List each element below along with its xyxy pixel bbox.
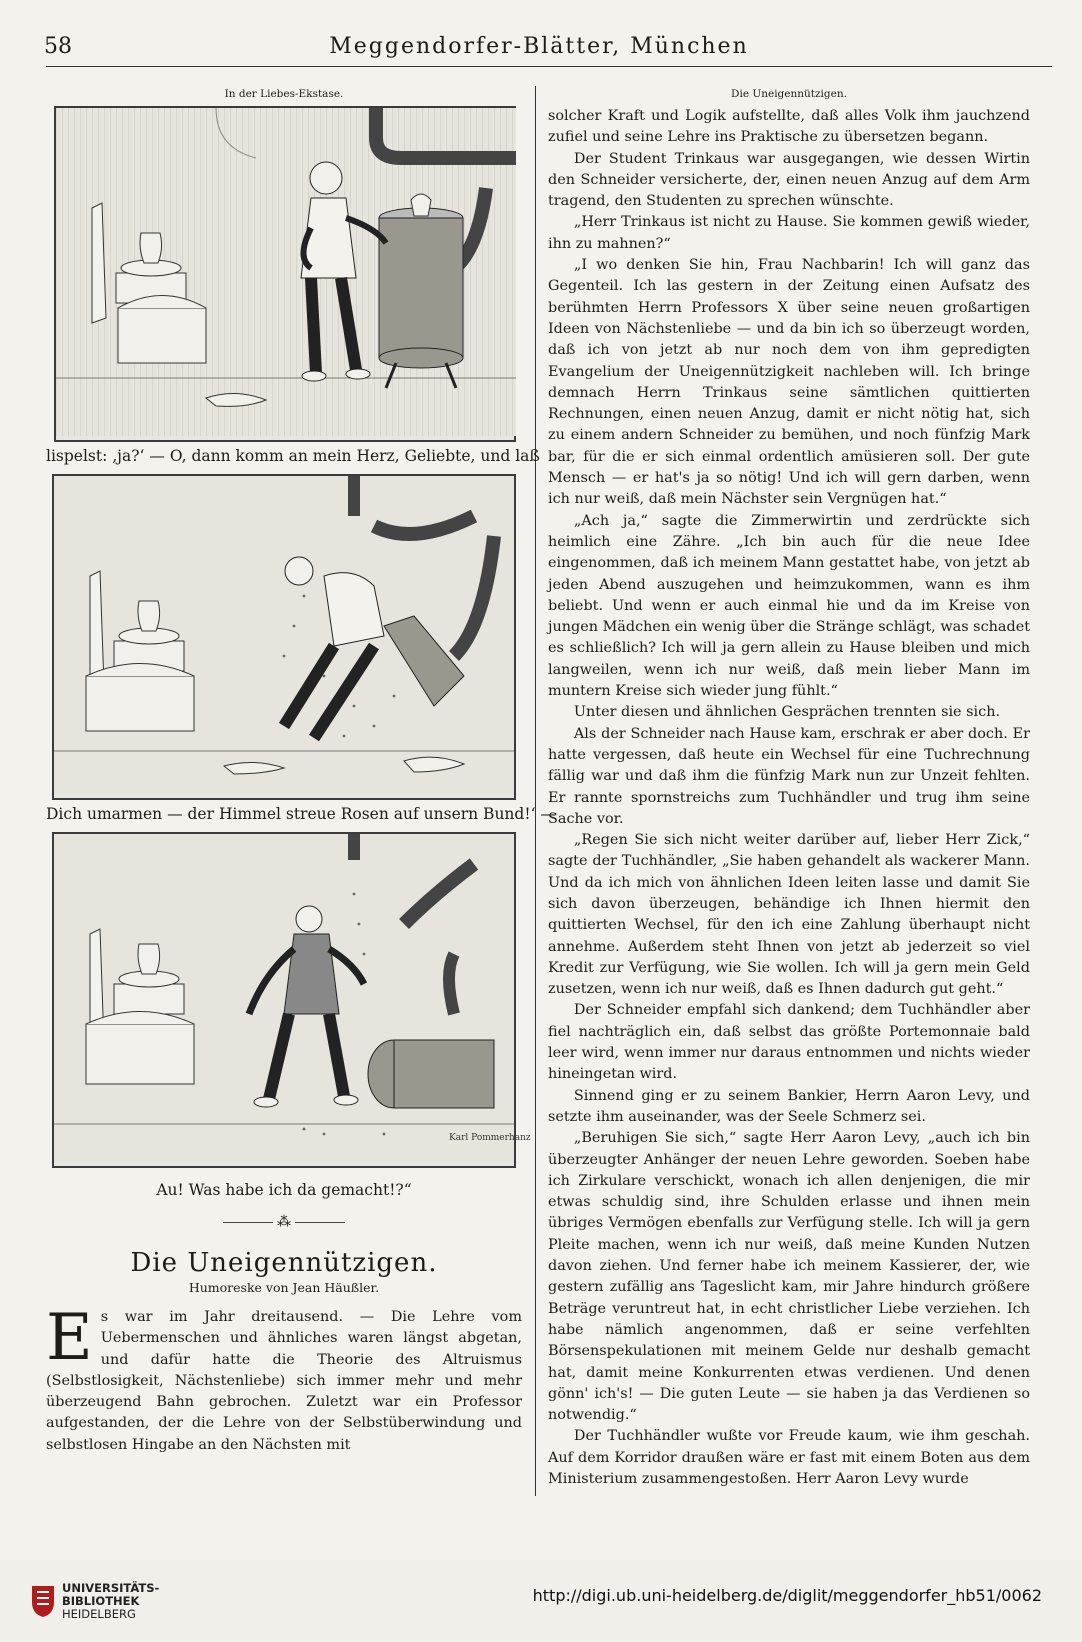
paragraph: Als der Schneider nach Hause kam, erschrak er aber doch. Er hatte vergessen, daß heute ein Wechsel für eine Tuchrechnung fällig war und daß ihm die fünfzig Mark nun zur Unzeit fehlten. Er rannte spornstreichs zum Tuchhändler und trug ihm seine Sache vor. (548, 725, 1030, 827)
source-url-link[interactable]: http://digi.ub.uni-heidelberg.de/diglit/meggendorfer_hb51/0062 (532, 1586, 1042, 1605)
column-rule (535, 86, 536, 1496)
left-column (46, 84, 556, 1456)
header-rule (46, 66, 1052, 67)
drop-cap: E (46, 1301, 93, 1375)
opening-paragraph: Es war im Jahr dreitausend. — Die Lehre vom Uebermenschen und ähnliches waren längst abgetan, und dafür hatte die Theorie des Altruismus (Selbstlosigkeit, Nächstenliebe) sich immer mehr und mehr überzeugend Bahn gebrochen. Zuletzt war ein Professor aufgestanden, der die Lehre von der Selbstüberwindung und selbstlosen Hingabe an den Nächsten mit (46, 1301, 522, 1453)
paragraph: „Beruhigen Sie sich,“ sagte Herr Aaron Levy, „auch ich bin überzeugter Anhänger der neuen Lehre geworden. Soeben habe ich Zirkulare verschickt, wonach ich allen denjenigen, die mir etwas schuldig sind, ihre Schulden erlasse und ihnen mein übriges Vermögen ebenfalls zur Verfügung stelle. Ich will ja gern Pleite machen, wenn ich nur weiß, daß meine Kunden Nutzen davon ziehen. Und ferner habe ich meinem Kassierer, der, wie gestern zufällig ans Tageslicht kam, mir Jahre hindurch größere Beträge veruntreut hat, in echt christlicher Liebe verziehen. Ich habe nämlich angenommen, daß er seine verfehlten Börsenspekulationen mit meinem Gelde nur deshalb gemacht hat, damit meine Konkurrenten etwas verdienen. Und denen gönn' ich's! — Die guten Leute — sie haben ja das Verdienen so notwendig.“ (548, 1130, 1030, 1424)
running-title: Meggendorfer-Blätter, München (329, 34, 749, 59)
paragraph: „Regen Sie sich nicht weiter darüber auf, lieber Herr Zick,“ sagte der Tuchhändler, „Sie haben gehandelt als wackerer Mann. Und da ich mich von ähnlichen Ideen leiten lasse und damit Sie sich davon überzeugen, behändige ich Ihnen hiermit den quittierten Wechsel, für den ich eine Zahlung überhaupt nicht annehme. Außerdem steht Ihnen von jetzt ab jederzeit so viel Kredit zur Verfügung, wie Sie wollen. Ich will ja gern mein Geld zusetzen, wenn ich nur weiß, daß es Ihnen dadurch gut geht.“ (548, 832, 1030, 998)
cartoon-caption-2: Dich umarmen — der Himmel streue Rosen auf unsern Bund!‘ — (46, 805, 556, 823)
paragraph: „Herr Trinkaus ist nicht zu Hause. Sie kommen gewiß wieder, ihn zu mahnen?“ (548, 214, 1030, 252)
page-header (44, 30, 1034, 70)
cartoon-caption-3: Au! Was habe ich da gemacht!?“ (156, 1181, 412, 1199)
cartoon-panel-1 (54, 106, 516, 442)
university-library-logo-icon (30, 1582, 56, 1618)
story-subtitle: Humoreske von Jean Häußler. (188, 1280, 380, 1295)
artist-signature: Karl Pommerhanz (449, 1133, 531, 1143)
paragraph: „I wo denken Sie hin, Frau Nachbarin! Ich will ganz das Gegenteil. Ich las gestern in der Zeitung einen Aufsatz des berühmten Herrn Professors X über seine neuen großartigen Ideen von Nächstenliebe — und da bin ich so überzeugt worden, daß ich von jetzt ab nur noch dem von ihm gepredigten Evangelium der Uneigennützigkeit nachleben will. Ich bringe demnach Herrn Trinkaus seine sämtlichen quittierten Rechnungen, einen neuen Anzug, damit er nicht nötig hat, sich zu einem andern Schneider zu bemühen, und noch fünfzig Mark bar, für die er sich einmal ordentlich amüsieren soll. Der gute Mensch — er hat's ja so nötig! Und ich will gern darben, wenn ich nur weiß, daß mein Nächster sein Vergnügen hat.“ (548, 257, 1030, 508)
viewer-footer (0, 1560, 1082, 1642)
section-ornament: ⁂ (46, 1214, 522, 1230)
cartoon-illustration-3 (54, 834, 531, 1162)
cartoon-title: In der Liebes-Ekstase. (224, 88, 344, 100)
paragraph: Sinnend ging er zu seinem Bankier, Herrn Aaron Levy, und setzte ihm auseinander, was der Seele Schmerz sei. (548, 1087, 1030, 1125)
page-number: 58 (44, 34, 72, 59)
story-opening (46, 1301, 522, 1456)
cartoon-caption-1: lispelst: ‚ja?‘ — O, dann komm an mein Herz, Geliebte, und laß (46, 447, 540, 465)
story-continuation (548, 106, 1030, 1490)
library-name: UNIVERSITÄTS- BIBLIOTHEK HEIDELBERG (62, 1581, 160, 1621)
paragraph: Der Student Trinkaus war ausgegangen, wie dessen Wirtin den Schneider versicherte, der, einen neuen Anzug auf dem Arm tragend, den Studenten zu sprechen wünschte. (548, 150, 1030, 210)
cartoon-panel-3 (52, 832, 531, 1168)
cartoon-illustration-2 (54, 476, 514, 794)
paragraph: Der Tuchhändler wußte vor Freude kaum, wie ihm geschah. Auf dem Korridor draußen wäre er fast mit einem Boten aus dem Ministerium zusammengestoßen. Herr Aaron Levy wurde (548, 1428, 1030, 1487)
paragraph: Unter diesen und ähnlichen Gesprächen trennten sie sich. (573, 704, 1001, 721)
column-title: Die Uneigennützigen. (731, 88, 847, 100)
story-title: Die Uneigennützigen. (130, 1248, 438, 1278)
cartoon-illustration-1 (56, 108, 516, 436)
cartoon-panel-2 (52, 474, 516, 800)
paragraph: solcher Kraft und Logik aufstellte, daß alles Volk ihm jauchzend zufiel und seine Lehre ins Praktische zu übersetzen begann. (548, 108, 1030, 146)
right-column (548, 84, 1030, 1490)
paragraph: Der Schneider empfahl sich dankend; dem Tuchhändler aber fiel nachträglich ein, daß selbst das größte Portemonnaie bald leer wird, wenn immer nur daraus entnommen und nichts wieder hineingetan wird. (548, 1002, 1030, 1083)
paragraph: „Ach ja,“ sagte die Zimmerwirtin und zerdrückte sich heimlich eine Zähre. „Ich bin auch für die neue Idee eingenommen, daß ich meinem Mann gestattet habe, von jetzt ab jeden Abend auszugehen und heimzukommen, wann es ihm beliebt. Und wenn er auch einmal hie und da im Kreise von jungen Mädchen ein wenig über die Stränge schlägt, was schadet es schließlich? Ich will ja gern allein zu Hause bleiben und mich langweilen, wenn ich nur weiß, daß mein lieber Mann im muntern Kreise sich wieder jung fühlt.“ (548, 512, 1030, 700)
